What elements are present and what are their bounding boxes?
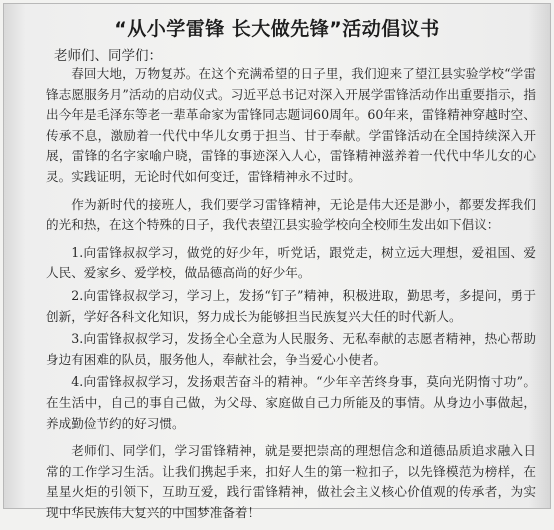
- proposal-item-3: 3.向雷锋叔叔学习，发扬全心全意为人民服务、无私奉献的志愿者精神，热心帮助身边有困难的队员，服务他人，奉献社会，争当爱心小使者。: [46, 331, 536, 367]
- proposal-item-4: 4.向雷锋叔叔学习，发扬艰苦奋斗的精神。“少年辛苦终身事，莫向光阴惰寸功”。在生活中，自己的事自己做，为父母、家庭做自己力所能及的事情。从身边小事做起，养成勤俭节约的好习惯。: [46, 374, 536, 431]
- document-page: [4, 4, 550, 520]
- document-title: “从小学雷锋 长大做先锋”活动倡议书: [114, 18, 440, 40]
- salutation: 老师们、同学们：: [54, 48, 162, 64]
- proposal-item-1: 1.向雷锋叔叔学习，做党的好少年，听党话，跟党走，树立远大理想，爱祖国、爱人民、爱家乡、爱学校，做品德高尚的好少年。: [46, 244, 536, 281]
- paragraph-call: 作为新时代的接班人，我们要学习雷锋精神，无论是伟大还是渺小，都要发挥我们的光和热，在这个特殊的日子，我代表望江县实验学校向全校师生发出如下倡议：: [46, 196, 536, 233]
- paragraph-closing: 老师们、同学们，学习雷锋精神，就是要把崇高的理想信念和道德品质追求融入日常的工作学习生活。让我们携起手来，扣好人生的第一粒扣子，以先锋模范为榜样，在星星火炬的引领下，互助互爱，践行雷锋精神，做社会主义核心价值观的传承者，为实现中华民族伟大复兴的中国梦准备着！: [46, 443, 536, 520]
- paragraph-intro: 春回大地，万物复苏。在这个充满希望的日子里，我们迎来了望江县实验学校“学雷锋志愿服务月”活动的启动仪式。习近平总书记对深入开展学雷锋活动作出重要指示，指出今年是毛泽东等老一辈革命家为雷锋同志题词60周年。60年来，雷锋精神穿越时空、传承不息，激励着一代代中华儿女勇于担当、甘于奉献。学雷锋活动在全国持续深入开展，雷锋的名字家喻户晓，雷锋的事迹深入人心，雷锋精神滋养着一代代中华儿女的心灵。实践证明，无论时代如何变迁，雷锋精神永不过时。: [46, 66, 536, 184]
- document-frame: [3, 3, 551, 520]
- proposal-item-2: 2.向雷锋叔叔学习，学习上，发扬“钉子”精神，积极进取，勤思考，多提问，勇于创新，学好各科文化知识，努力成长为能够担当民族复兴大任的时代新人。: [46, 287, 536, 324]
- document-body: [46, 64, 536, 530]
